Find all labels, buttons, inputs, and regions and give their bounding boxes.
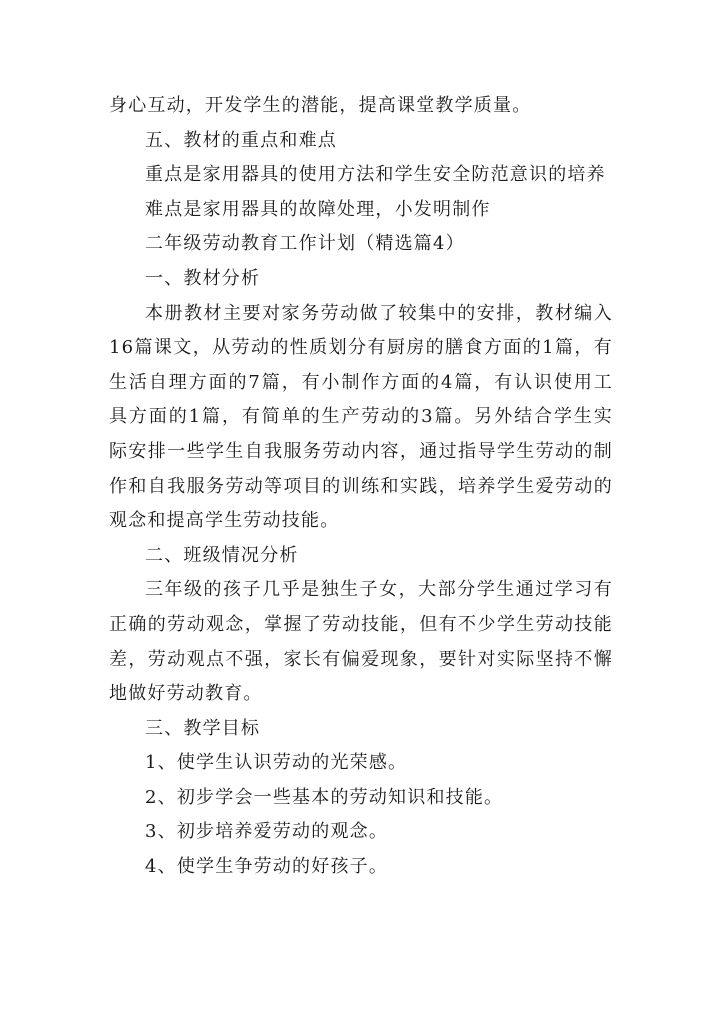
goal-item-1: 1、使学生认识劳动的光荣感。 [145,752,408,774]
goal-item-4: 4、使学生争劳动的好孩子。 [145,856,389,878]
paragraph-difficulty: 难点是家用器具的故障处理，小发明制作 [145,198,491,220]
section-heading-key-points: 五、教材的重点和难点 [145,129,337,151]
section-heading-class-analysis: 二、班级情况分析 [145,544,299,566]
paragraph-key-point: 重点是家用器具的使用方法和学生安全防范意识的培养 [145,164,606,186]
section-heading-material-analysis: 一、教材分析 [145,267,261,289]
goal-item-2: 2、初步学会一些基本的劳动知识和技能。 [145,786,504,808]
paragraph-class-analysis: 三年级的孩子几乎是独生子女，大部分学生通过学习有正确的劳动观念，掌握了劳动技能，但有不少学生劳动技能差，劳动观点不强，家长有偏爱现象，要针对实际坚持不懈地做好劳动教育。 [109,579,613,705]
section-heading-teaching-goals: 三、教学目标 [145,717,261,739]
goal-item-3: 3、初步培养爱劳动的观念。 [145,821,389,843]
document-body [109,89,613,885]
paragraph-material-analysis: 本册教材主要对家务劳动做了较集中的安排，教材编入16篇课文，从劳动的性质划分有厨房的膳食方面的1篇，有生活自理方面的7篇，有小制作方面的4篇，有认识使用工具方面的1篇，有简单的生产劳动的3篇。另外结合学生实际安排一些学生自我服务劳动内容，通过指导学生劳动的制作和自我服务劳动等项目的训练和实践，培养学生爱劳动的观念和提高学生劳动技能。 [109,302,613,532]
article-title: 二年级劳动教育工作计划（精选篇4） [145,233,465,255]
paragraph-continuation: 身心互动，开发学生的潜能，提高课堂教学质量。 [109,95,532,116]
